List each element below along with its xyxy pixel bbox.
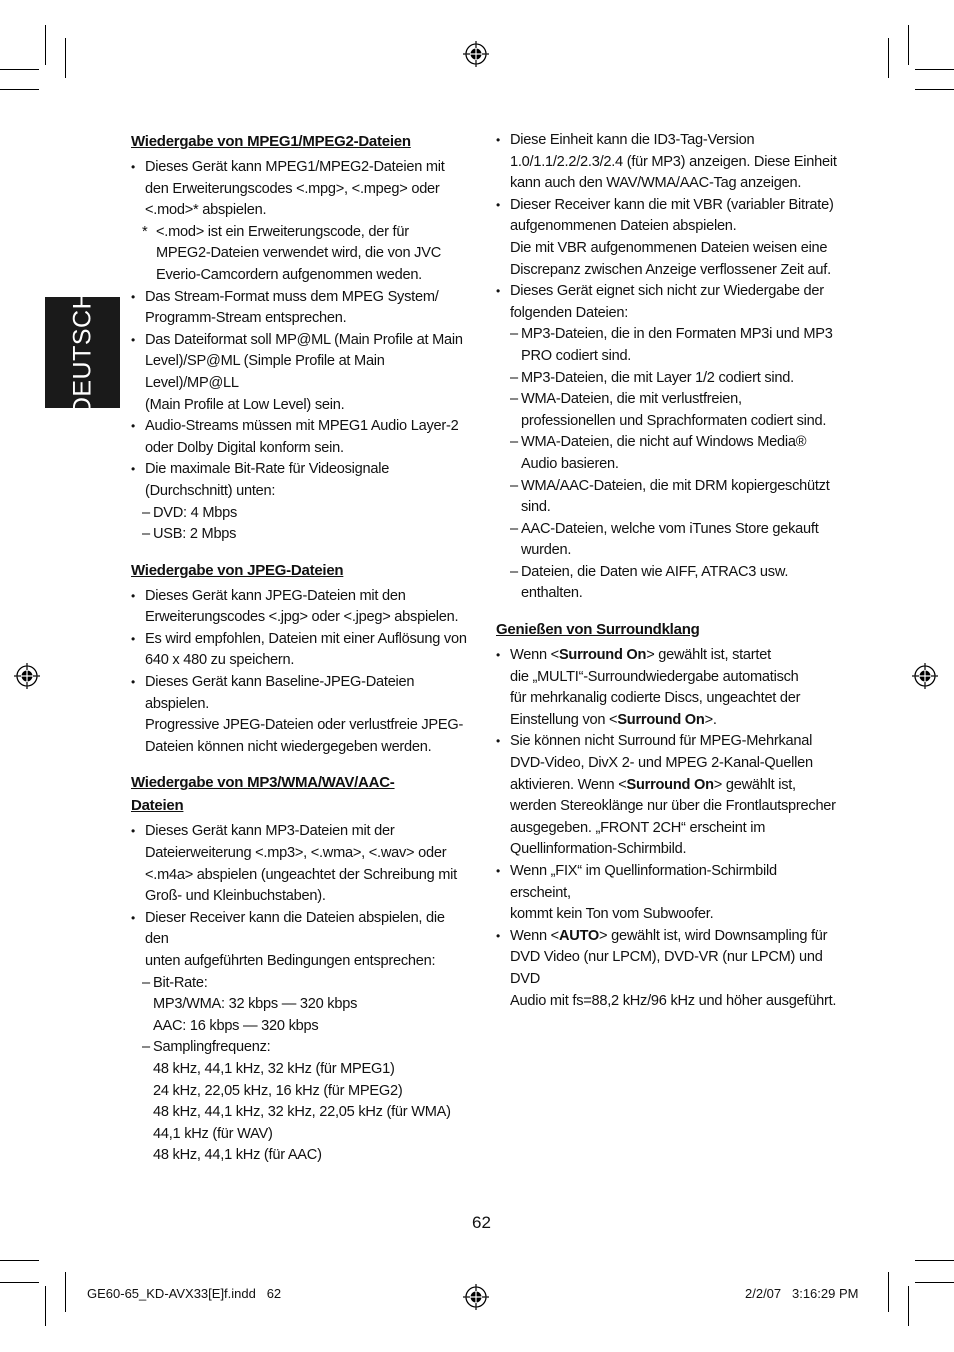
- text-line: folgenden Dateien:: [510, 304, 629, 321]
- text-line: ausgegeben. „FRONT 2CH“ erscheint im: [510, 819, 766, 836]
- text-line: • Sie können nicht Surround für MPEG-Mehrkanal: [510, 733, 813, 750]
- text-line: aufgenommenen Dateien abspielen.: [510, 218, 737, 235]
- crop-mark: [0, 1282, 39, 1283]
- text-line: kommt kein Ton vom Subwoofer.: [510, 906, 714, 923]
- list-item: [131, 459, 471, 545]
- bullet-list: [131, 586, 471, 759]
- text-line: 48 kHz, 44,1 kHz, 32 kHz (für MPEG1): [153, 1060, 395, 1077]
- crop-mark: [0, 69, 39, 70]
- list-item: [131, 330, 471, 416]
- left-column: [131, 130, 471, 1180]
- bullet-list: [131, 821, 471, 1167]
- text-line: 48 kHz, 44,1 kHz, 32 kHz, 22,05 kHz (für WMA): [153, 1104, 451, 1121]
- text-line: unten aufgeführten Bedingungen entsprechen:: [145, 953, 436, 969]
- text-run: aktivieren. Wenn <: [510, 776, 627, 793]
- bullet-list: [131, 287, 471, 546]
- list-item: [510, 476, 841, 519]
- list-item: [510, 519, 841, 562]
- section-heading: Genießen von Surroundklang: [496, 621, 700, 639]
- section-heading: [131, 771, 471, 817]
- list-item: [131, 416, 471, 459]
- heading-line: Wiedergabe von MP3/WMA/WAV/AAC-: [131, 774, 395, 792]
- text-line: sind.: [521, 499, 551, 516]
- section-heading: Wiedergabe von MPEG1/MPEG2-Dateien: [131, 133, 411, 150]
- text-line: (Main Profile at Low Level) sein.: [145, 396, 345, 413]
- crop-mark: [45, 1286, 46, 1326]
- crop-mark: [888, 38, 889, 78]
- text-line: [510, 645, 841, 667]
- text-line: Programm-Stream entsprechen.: [145, 310, 347, 327]
- list-item: [496, 130, 841, 195]
- text-line: AAC: 16 kbps — 320 kbps: [153, 1017, 319, 1034]
- language-tab-label: DEUTSCH: [68, 290, 96, 415]
- list-item: [510, 324, 841, 367]
- text-line: MP3/WMA: 32 kbps — 320 kbps: [153, 996, 358, 1013]
- text-line: 1.0/1.1/2.2/2.3/2.4 (für MP3) anzeigen. Diese Einheit: [510, 153, 837, 170]
- crop-mark: [0, 1260, 39, 1261]
- list-item: [496, 195, 841, 281]
- text-line: • Das Dateiformat soll MP@ML (Main Profile at Main: [145, 331, 463, 348]
- text-line: Audio basieren.: [521, 455, 619, 472]
- dash-list: [142, 503, 471, 546]
- setting-name: Surround On: [626, 776, 714, 793]
- dash-list: [142, 973, 471, 1167]
- text-line: <.m4a> abspielen (ungeachtet der Schreibung mit: [145, 866, 457, 883]
- text-line: [510, 710, 841, 732]
- right-column: [496, 130, 841, 1025]
- text-line: wurden.: [521, 542, 572, 559]
- footnote: [131, 222, 471, 287]
- list-item: – USB: 2 Mbps: [142, 524, 471, 546]
- text-line: Audio mit fs=88,2 kHz/96 kHz und höher ausgeführt.: [510, 992, 837, 1009]
- text-line: • Das Stream-Format muss dem MPEG System/: [145, 288, 439, 305]
- list-item: [131, 287, 471, 330]
- text-line: kann auch den WAV/WMA/AAC-Tag anzeigen.: [510, 175, 802, 192]
- text-line: DVD Video (nur LPCM), DVD-VR (nur LPCM) und DVD: [510, 949, 823, 987]
- text-run: > gewählt ist, startet: [646, 647, 771, 664]
- text-run: Wenn <: [510, 647, 559, 664]
- setting-name: AUTO: [558, 927, 600, 944]
- crop-mark: [915, 1282, 954, 1283]
- text-line: – WMA-Dateien, die nicht auf Windows Media®: [521, 434, 807, 451]
- text-run: > gewählt ist,: [713, 776, 796, 793]
- list-item: [510, 389, 841, 432]
- footer-file-name: GE60-65_KD-AVX33[E]f.indd 62: [87, 1286, 282, 1301]
- heading-line: Dateien: [131, 797, 184, 815]
- crop-mark: [908, 25, 909, 65]
- text-line: 44,1 kHz (für WAV): [153, 1125, 273, 1142]
- text-line: • Dieses Gerät kann JPEG-Dateien mit den: [145, 587, 406, 604]
- section-heading: Wiedergabe von JPEG-Dateien: [131, 561, 344, 579]
- text-line: • Wenn „FIX“ im Quellinformation-Schirmbild erscheint,: [510, 863, 777, 901]
- text-line: PRO codiert sind.: [521, 347, 632, 364]
- crop-mark: [888, 1272, 889, 1312]
- section-surround: [496, 618, 841, 1012]
- text-line: [510, 926, 841, 948]
- text-run: >.: [704, 711, 717, 728]
- text-line: Quellinformation-Schirmbild.: [510, 841, 687, 858]
- text-line: professionellen und Sprachformaten codiert sind.: [521, 412, 827, 429]
- list-item: [142, 1037, 471, 1167]
- text-line: Discrepanz zwischen Anzeige verflossener Zeit auf.: [510, 261, 831, 278]
- text-run: Wenn <: [510, 927, 559, 944]
- text-line: – Samplingfrequenz:: [153, 1039, 271, 1056]
- footnote-marker: *: [142, 223, 148, 240]
- registration-mark-icon: [912, 663, 938, 689]
- bullet-list: [496, 645, 841, 1012]
- crop-mark: [65, 1272, 66, 1312]
- list-item: [142, 973, 471, 1038]
- page-number: 62: [472, 1213, 491, 1232]
- text-run: > gewählt ist, wird Downsampling für: [599, 927, 828, 944]
- crop-mark: [915, 69, 954, 70]
- text-line: (Durchschnitt) unten:: [145, 482, 276, 499]
- text-line: enthalten.: [521, 585, 583, 602]
- list-item: [131, 821, 471, 907]
- setting-name: Surround On: [617, 711, 705, 728]
- language-tab: [45, 290, 120, 415]
- text-line: – AAC-Dateien, welche vom iTunes Store gekauft: [521, 520, 819, 537]
- registration-mark-icon: [463, 41, 489, 67]
- list-item: [131, 908, 471, 1167]
- bullet-list: [496, 130, 841, 605]
- text-line: Dateierweiterung <.mp3>, <.wma>, <.wav> oder: [145, 845, 447, 862]
- text-line: oder Dolby Digital konform sein.: [145, 439, 344, 456]
- section-mpeg: [131, 130, 471, 546]
- section-tags: [496, 130, 841, 605]
- text-line: Dateien können nicht wiedergegeben werden.: [145, 738, 432, 755]
- text-run: Einstellung von <: [510, 711, 618, 728]
- text-line: Die mit VBR aufgenommenen Dateien weisen eine: [510, 239, 828, 256]
- text-line: – WMA/AAC-Dateien, die mit DRM kopiergeschützt: [521, 477, 830, 494]
- list-item: – DVD: 4 Mbps: [142, 503, 471, 525]
- text-line: – WMA-Dateien, die mit verlustfreien,: [521, 391, 742, 408]
- list-item: [131, 672, 471, 758]
- text-line: den Erweiterungscodes <.mpg>, <.mpeg> oder: [145, 180, 440, 197]
- text-line: – Bit-Rate:: [153, 974, 208, 991]
- text-line: • Diese Einheit kann die ID3-Tag-Version: [510, 132, 755, 148]
- text-line: DVD-Video, DivX 2- und MPEG 2-Kanal-Quellen: [510, 755, 813, 772]
- registration-mark-icon: [463, 1284, 489, 1310]
- text-line: [510, 775, 841, 797]
- text-line: – MP3-Dateien, die in den Formaten MP3i und MP3: [521, 326, 833, 343]
- list-item: [496, 861, 841, 926]
- section-mp3: [131, 771, 471, 1167]
- text-line: – MP3-Dateien, die mit Layer 1/2 codiert sind.: [521, 369, 794, 386]
- text-line: • Die maximale Bit-Rate für Videosignale: [145, 461, 390, 478]
- list-item: [496, 281, 841, 605]
- crop-mark: [65, 38, 66, 78]
- crop-mark: [915, 1260, 954, 1261]
- text-line: Erweiterungscodes <.jpg> oder <.jpeg> abspielen.: [145, 609, 459, 626]
- crop-mark: [915, 89, 954, 90]
- list-item: [131, 586, 471, 629]
- text-line: – Dateien, die Daten wie AIFF, ATRAC3 usw.: [521, 563, 789, 580]
- text-line: <.mod>* abspielen.: [145, 202, 267, 219]
- crop-mark: [45, 25, 46, 65]
- text-line: für mehrkanalig codierte Discs, ungeachtet der: [510, 690, 801, 707]
- text-line: MPEG2-Dateien verwendet wird, die von JVC: [156, 245, 441, 262]
- text-line: 48 kHz, 44,1 kHz (für AAC): [153, 1147, 322, 1164]
- list-item: [496, 645, 841, 731]
- text-line: • Dieser Receiver kann die mit VBR (variabler Bitrate): [510, 196, 834, 213]
- text-line: 640 x 480 zu speichern.: [145, 652, 295, 669]
- list-item: [496, 731, 841, 861]
- text-line: • Dieses Gerät eignet sich nicht zur Wiedergabe der: [510, 283, 824, 300]
- crop-mark: [0, 89, 39, 90]
- list-item: [131, 629, 471, 672]
- text-line: Level)/SP@ML (Simple Profile at Main Level)/MP@LL: [145, 353, 385, 391]
- section-jpeg: [131, 559, 471, 759]
- text-line: • Dieses Gerät kann MPEG1/MPEG2-Dateien mit: [145, 159, 445, 175]
- text-line: Progressive JPEG-Dateien oder verlustfreie JPEG-: [145, 717, 464, 734]
- crop-mark: [908, 1286, 909, 1326]
- text-line: Groß- und Kleinbuchstaben).: [145, 888, 326, 905]
- text-line: die „MULTI“-Surroundwiedergabe automatisch: [510, 668, 799, 685]
- dash-list: [510, 324, 841, 605]
- text-line: • Dieses Gerät kann MP3-Dateien mit der: [145, 823, 395, 840]
- text-line: 24 kHz, 22,05 kHz, 16 kHz (für MPEG2): [153, 1082, 403, 1099]
- text-line: • Dieses Gerät kann Baseline-JPEG-Dateien abspielen.: [145, 674, 415, 712]
- text-line: • Es wird empfohlen, Dateien mit einer Auflösung von: [145, 630, 467, 647]
- list-item: [510, 432, 841, 475]
- text-line: werden Stereoklänge nur über die Frontlautsprecher: [510, 798, 836, 815]
- footer-datetime: 2/2/07 3:16:29 PM: [745, 1286, 859, 1301]
- list-item: [510, 368, 841, 390]
- text-line: <.mod> ist ein Erweiterungscode, der für: [156, 223, 409, 240]
- list-item: [131, 157, 471, 222]
- bullet-list: [131, 157, 471, 222]
- text-line: Everio-Camcordern aufgenommen weden.: [156, 266, 422, 283]
- text-line: • Audio-Streams müssen mit MPEG1 Audio Layer-2: [145, 418, 459, 435]
- text-line: • Dieser Receiver kann die Dateien abspielen, die den: [145, 909, 445, 948]
- list-item: [496, 926, 841, 1012]
- setting-name: Surround On: [558, 647, 647, 664]
- list-item: [510, 562, 841, 605]
- registration-mark-icon: [14, 663, 40, 689]
